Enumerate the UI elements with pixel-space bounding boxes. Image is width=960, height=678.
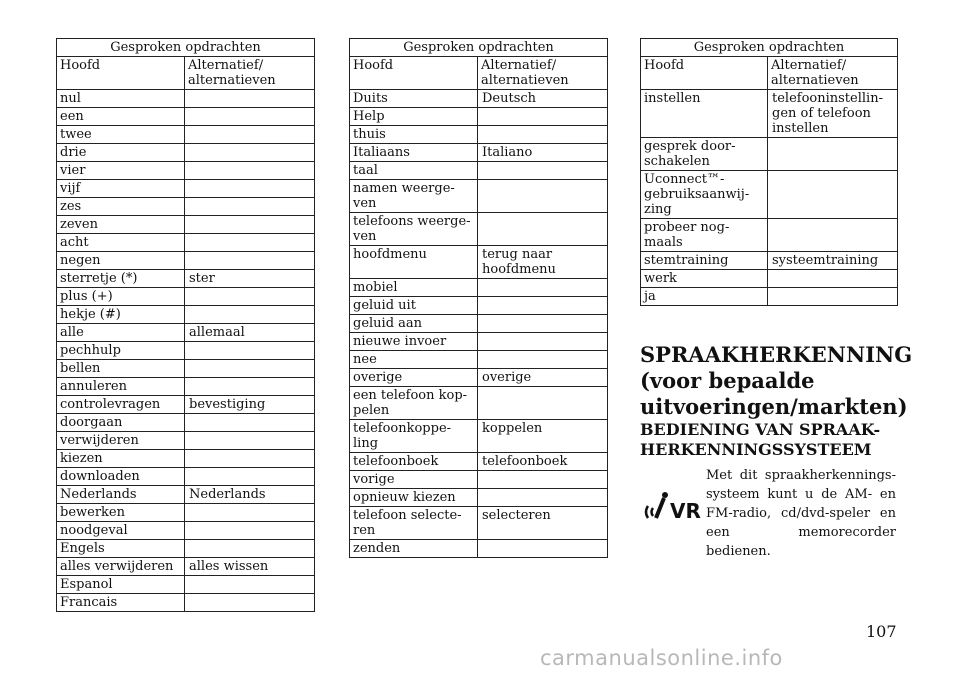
command-alternative-cell: allemaal xyxy=(185,324,315,342)
command-main-cell: zes xyxy=(57,198,185,216)
table-row xyxy=(641,90,898,138)
command-main-cell: nieuwe invoer xyxy=(350,333,478,351)
table-row xyxy=(350,369,608,387)
table-row xyxy=(57,576,315,594)
table-row xyxy=(57,594,315,612)
command-alternative-cell: alles wissen xyxy=(185,558,315,576)
command-main-cell: telefoon selecte-ren xyxy=(350,507,478,540)
table-row xyxy=(57,306,315,324)
table-row xyxy=(57,486,315,504)
command-alternative-cell xyxy=(185,468,315,486)
command-alternative-cell xyxy=(478,540,608,558)
table-row xyxy=(350,387,608,420)
command-main-cell: geluid uit xyxy=(350,297,478,315)
table-row xyxy=(57,144,315,162)
table-row xyxy=(350,108,608,126)
command-main-cell: vier xyxy=(57,162,185,180)
voice-commands-table-3 xyxy=(640,38,898,306)
command-alternative-cell xyxy=(185,180,315,198)
command-alternative-cell xyxy=(185,108,315,126)
table-row xyxy=(350,507,608,540)
command-main-cell: Engels xyxy=(57,540,185,558)
table-row xyxy=(57,396,315,414)
table-row xyxy=(57,504,315,522)
table-row xyxy=(350,333,608,351)
command-alternative-cell xyxy=(185,252,315,270)
command-main-cell: werk xyxy=(641,270,768,288)
table-row xyxy=(57,180,315,198)
command-main-cell: drie xyxy=(57,144,185,162)
table-row xyxy=(57,540,315,558)
command-main-cell: doorgaan xyxy=(57,414,185,432)
command-main-cell: vijf xyxy=(57,180,185,198)
command-main-cell: probeer nog-maals xyxy=(641,219,768,252)
command-main-cell: telefoonkoppe-ling xyxy=(350,420,478,453)
command-main-cell: telefoons weerge-ven xyxy=(350,213,478,246)
command-main-cell: stemtraining xyxy=(641,252,768,270)
command-alternative-cell xyxy=(185,414,315,432)
command-alternative-cell xyxy=(185,594,315,612)
command-alternative-cell xyxy=(185,144,315,162)
command-alternative-cell xyxy=(185,540,315,558)
command-main-cell: Espanol xyxy=(57,576,185,594)
command-main-cell: gesprek door-schakelen xyxy=(641,138,768,171)
command-alternative-cell xyxy=(185,522,315,540)
table-row xyxy=(350,297,608,315)
table-row xyxy=(350,489,608,507)
table-row xyxy=(57,252,315,270)
command-main-cell: een telefoon kop-pelen xyxy=(350,387,478,420)
command-alternative-cell xyxy=(478,387,608,420)
command-main-cell: verwijderen xyxy=(57,432,185,450)
command-alternative-cell xyxy=(478,126,608,144)
command-alternative-cell: telefooninstellin-gen of telefoon instellen xyxy=(768,90,898,138)
command-main-cell: nee xyxy=(350,351,478,369)
command-alternative-cell xyxy=(185,450,315,468)
command-alternative-cell xyxy=(185,162,315,180)
command-main-cell: Nederlands xyxy=(57,486,185,504)
table-row xyxy=(57,216,315,234)
table-row xyxy=(57,468,315,486)
command-main-cell: nul xyxy=(57,90,185,108)
command-main-cell: pechhulp xyxy=(57,342,185,360)
watermark: carmanualsonline.info xyxy=(540,646,783,670)
command-main-cell: alle xyxy=(57,324,185,342)
command-alternative-cell xyxy=(768,171,898,219)
command-alternative-cell xyxy=(768,219,898,252)
table-row xyxy=(57,108,315,126)
command-alternative-cell xyxy=(185,288,315,306)
command-alternative-cell xyxy=(478,351,608,369)
command-alternative-cell xyxy=(185,306,315,324)
command-alternative-cell xyxy=(185,576,315,594)
command-alternative-cell xyxy=(478,213,608,246)
command-main-cell: negen xyxy=(57,252,185,270)
table-row xyxy=(57,342,315,360)
table-row xyxy=(350,420,608,453)
command-alternative-cell: telefoonboek xyxy=(478,453,608,471)
table-caption: Gesproken opdrachten xyxy=(57,39,315,57)
command-main-cell: hoofdmenu xyxy=(350,246,478,279)
table-row xyxy=(350,213,608,246)
command-alternative-cell: koppelen xyxy=(478,420,608,453)
command-alternative-cell: bevestiging xyxy=(185,396,315,414)
table-row xyxy=(641,219,898,252)
command-main-cell: vorige xyxy=(350,471,478,489)
section-heading: SPRAAKHERKENNING (voor bepaalde uitvoeringen/markten) xyxy=(640,342,913,419)
table-row xyxy=(350,279,608,297)
command-alternative-cell: systeemtraining xyxy=(768,252,898,270)
command-alternative-cell xyxy=(768,288,898,306)
table-caption: Gesproken opdrachten xyxy=(350,39,608,57)
column-header-alternative: Alternatief/ alternatieven xyxy=(478,57,608,90)
column-header-main: Hoofd xyxy=(641,57,768,90)
command-main-cell: opnieuw kiezen xyxy=(350,489,478,507)
command-main-cell: overige xyxy=(350,369,478,387)
table-row xyxy=(57,360,315,378)
command-alternative-cell xyxy=(185,90,315,108)
voice-recognition-icon xyxy=(640,488,702,528)
command-alternative-cell xyxy=(478,333,608,351)
table-row xyxy=(350,540,608,558)
table-row xyxy=(57,432,315,450)
column-header-main: Hoofd xyxy=(350,57,478,90)
command-main-cell: plus (+) xyxy=(57,288,185,306)
table-row xyxy=(350,471,608,489)
command-main-cell: Uconnect™-gebruiksaanwij-zing xyxy=(641,171,768,219)
table-row xyxy=(350,144,608,162)
sub-heading: BEDIENING VAN SPRAAK-HERKENNINGSSYSTEEM xyxy=(640,420,881,459)
table-caption: Gesproken opdrachten xyxy=(641,39,898,57)
command-alternative-cell xyxy=(185,234,315,252)
command-main-cell: alles verwijderen xyxy=(57,558,185,576)
command-alternative-cell: Italiano xyxy=(478,144,608,162)
command-main-cell: hekje (#) xyxy=(57,306,185,324)
command-main-cell: noodgeval xyxy=(57,522,185,540)
command-alternative-cell xyxy=(185,216,315,234)
voice-commands-table-1 xyxy=(56,38,315,612)
table-row xyxy=(57,450,315,468)
table-row xyxy=(57,414,315,432)
command-main-cell: Francais xyxy=(57,594,185,612)
table-row xyxy=(350,126,608,144)
command-alternative-cell xyxy=(478,162,608,180)
table-row xyxy=(57,378,315,396)
command-alternative-cell: ster xyxy=(185,270,315,288)
command-main-cell: thuis xyxy=(350,126,478,144)
command-main-cell: acht xyxy=(57,234,185,252)
table-row xyxy=(350,315,608,333)
command-alternative-cell xyxy=(185,360,315,378)
body-text: Met dit spraakherkennings-systeem kunt u de AM- en FM-radio, cd/dvd-speler en een memorecorder bedienen. xyxy=(706,468,896,559)
command-main-cell: namen weerge-ven xyxy=(350,180,478,213)
command-alternative-cell xyxy=(478,279,608,297)
table-row xyxy=(641,171,898,219)
command-main-cell: mobiel xyxy=(350,279,478,297)
table-row xyxy=(57,126,315,144)
command-main-cell: bewerken xyxy=(57,504,185,522)
command-main-cell: bellen xyxy=(57,360,185,378)
command-alternative-cell: Deutsch xyxy=(478,90,608,108)
table-row xyxy=(57,90,315,108)
command-alternative-cell xyxy=(478,297,608,315)
table-row xyxy=(350,246,608,279)
command-main-cell: downloaden xyxy=(57,468,185,486)
table-row xyxy=(57,234,315,252)
command-main-cell: taal xyxy=(350,162,478,180)
command-alternative-cell xyxy=(478,315,608,333)
command-alternative-cell xyxy=(768,270,898,288)
command-alternative-cell xyxy=(478,108,608,126)
command-main-cell: Duits xyxy=(350,90,478,108)
command-main-cell: instellen xyxy=(641,90,768,138)
command-main-cell: annuleren xyxy=(57,378,185,396)
command-main-cell: controlevragen xyxy=(57,396,185,414)
table-row xyxy=(57,288,315,306)
voice-commands-table-2 xyxy=(349,38,608,558)
table-row xyxy=(57,162,315,180)
table-row xyxy=(641,252,898,270)
command-main-cell: sterretje (*) xyxy=(57,270,185,288)
command-main-cell: twee xyxy=(57,126,185,144)
command-alternative-cell: overige xyxy=(478,369,608,387)
command-main-cell: telefoonboek xyxy=(350,453,478,471)
command-alternative-cell xyxy=(185,432,315,450)
vr-icon-label: VR xyxy=(670,499,701,523)
table-row xyxy=(57,522,315,540)
command-main-cell: zeven xyxy=(57,216,185,234)
command-alternative-cell xyxy=(768,138,898,171)
command-alternative-cell: selecteren xyxy=(478,507,608,540)
command-main-cell: Help xyxy=(350,108,478,126)
page-number: 107 xyxy=(866,622,897,641)
command-main-cell: Italiaans xyxy=(350,144,478,162)
command-main-cell: ja xyxy=(641,288,768,306)
command-alternative-cell: terug naar hoofdmenu xyxy=(478,246,608,279)
column-header-main: Hoofd xyxy=(57,57,185,90)
command-alternative-cell xyxy=(185,504,315,522)
table-row xyxy=(350,453,608,471)
table-row xyxy=(350,90,608,108)
table-row xyxy=(641,270,898,288)
command-main-cell: geluid aan xyxy=(350,315,478,333)
command-alternative-cell xyxy=(185,126,315,144)
command-alternative-cell xyxy=(478,180,608,213)
table-row xyxy=(57,270,315,288)
table-row xyxy=(641,288,898,306)
column-header-alternative: Alternatief/ alternatieven xyxy=(768,57,898,90)
table-row xyxy=(350,351,608,369)
column-header-alternative: Alternatief/ alternatieven xyxy=(185,57,315,90)
command-alternative-cell xyxy=(185,342,315,360)
table-row xyxy=(350,180,608,213)
table-row xyxy=(57,324,315,342)
command-main-cell: zenden xyxy=(350,540,478,558)
command-main-cell: een xyxy=(57,108,185,126)
command-alternative-cell xyxy=(478,489,608,507)
command-alternative-cell xyxy=(185,378,315,396)
table-row xyxy=(641,138,898,171)
command-alternative-cell xyxy=(185,198,315,216)
table-row xyxy=(57,558,315,576)
table-row xyxy=(350,162,608,180)
command-alternative-cell: Nederlands xyxy=(185,486,315,504)
command-main-cell: kiezen xyxy=(57,450,185,468)
command-alternative-cell xyxy=(478,471,608,489)
table-row xyxy=(57,198,315,216)
